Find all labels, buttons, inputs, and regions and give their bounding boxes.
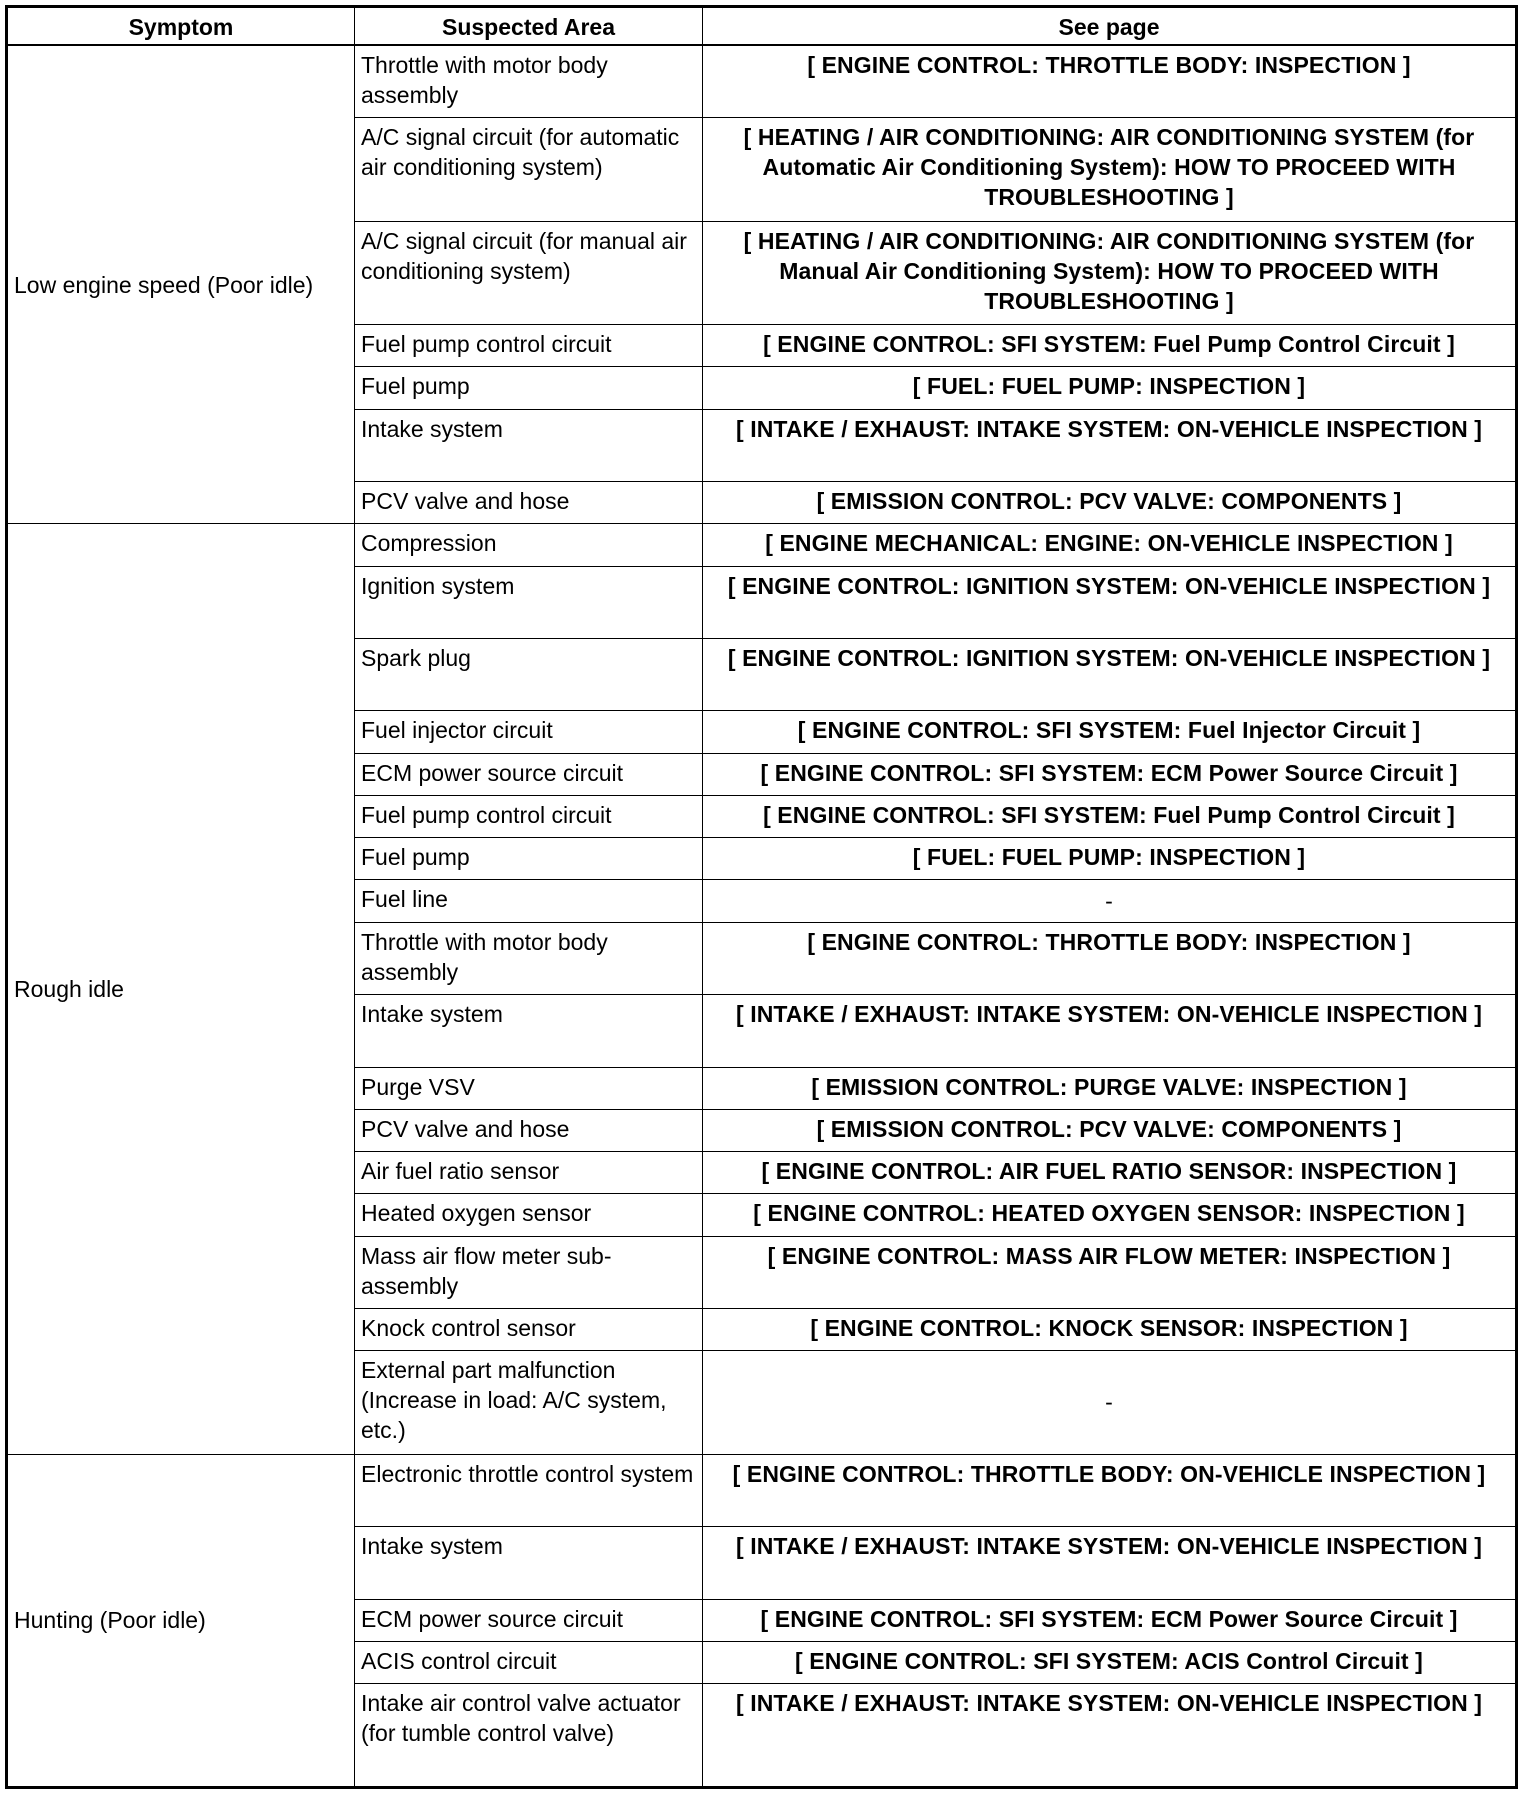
suspected-area-cell: Fuel injector circuit xyxy=(355,711,703,753)
table-body xyxy=(7,45,1517,1788)
suspected-area-cell: Ignition system xyxy=(355,566,703,638)
header-see-page: See page xyxy=(703,7,1517,46)
troubleshooting-table xyxy=(5,5,1518,1789)
see-page-reference: [ ENGINE CONTROL: THROTTLE BODY: INSPECTION ] xyxy=(703,922,1517,994)
see-page-reference: [ EMISSION CONTROL: PCV VALVE: COMPONENTS ] xyxy=(703,1109,1517,1151)
symptom-cell: Low engine speed (Poor idle) xyxy=(7,45,355,524)
header-row xyxy=(7,7,1517,46)
see-page-reference: [ HEATING / AIR CONDITIONING: AIR CONDITIONING SYSTEM (for Manual Air Conditioning System): HOW TO PROCEED WITH TROUBLESHOOTING ] xyxy=(703,221,1517,325)
suspected-area-cell: Fuel pump control circuit xyxy=(355,795,703,837)
see-page-reference: - xyxy=(703,1351,1517,1455)
see-page-reference: [ ENGINE CONTROL: IGNITION SYSTEM: ON-VEHICLE INSPECTION ] xyxy=(703,566,1517,638)
see-page-reference: [ ENGINE MECHANICAL: ENGINE: ON-VEHICLE INSPECTION ] xyxy=(703,524,1517,566)
suspected-area-cell: External part malfunction (Increase in load: A/C system, etc.) xyxy=(355,1351,703,1455)
see-page-reference: [ INTAKE / EXHAUST: INTAKE SYSTEM: ON-VEHICLE INSPECTION ] xyxy=(703,995,1517,1067)
suspected-area-cell: A/C signal circuit (for manual air conditioning system) xyxy=(355,221,703,325)
see-page-reference: - xyxy=(703,880,1517,922)
see-page-reference: [ ENGINE CONTROL: SFI SYSTEM: ACIS Control Circuit ] xyxy=(703,1641,1517,1683)
suspected-area-cell: Intake air control valve actuator (for tumble control valve) xyxy=(355,1684,703,1788)
see-page-reference: [ HEATING / AIR CONDITIONING: AIR CONDITIONING SYSTEM (for Automatic Air Conditioning System): HOW TO PROCEED WITH TROUBLESHOOTING ] xyxy=(703,117,1517,221)
suspected-area-cell: ACIS control circuit xyxy=(355,1641,703,1683)
see-page-reference: [ EMISSION CONTROL: PCV VALVE: COMPONENTS ] xyxy=(703,482,1517,524)
suspected-area-cell: Throttle with motor body assembly xyxy=(355,922,703,994)
suspected-area-cell: Heated oxygen sensor xyxy=(355,1194,703,1236)
suspected-area-cell: Fuel line xyxy=(355,880,703,922)
suspected-area-cell: ECM power source circuit xyxy=(355,1599,703,1641)
see-page-reference: [ ENGINE CONTROL: SFI SYSTEM: Fuel Pump Control Circuit ] xyxy=(703,795,1517,837)
header-symptom: Symptom xyxy=(7,7,355,46)
see-page-reference: [ ENGINE CONTROL: MASS AIR FLOW METER: INSPECTION ] xyxy=(703,1236,1517,1308)
see-page-reference: [ ENGINE CONTROL: KNOCK SENSOR: INSPECTION ] xyxy=(703,1308,1517,1350)
suspected-area-cell: Intake system xyxy=(355,1527,703,1599)
suspected-area-cell: Fuel pump xyxy=(355,367,703,409)
suspected-area-cell: Purge VSV xyxy=(355,1067,703,1109)
suspected-area-cell: PCV valve and hose xyxy=(355,1109,703,1151)
see-page-reference: [ ENGINE CONTROL: AIR FUEL RATIO SENSOR: INSPECTION ] xyxy=(703,1152,1517,1194)
table-row xyxy=(7,1454,1517,1526)
see-page-reference: [ ENGINE CONTROL: THROTTLE BODY: INSPECTION ] xyxy=(703,45,1517,117)
suspected-area-cell: Compression xyxy=(355,524,703,566)
suspected-area-cell: PCV valve and hose xyxy=(355,482,703,524)
see-page-reference: [ ENGINE CONTROL: SFI SYSTEM: ECM Power Source Circuit ] xyxy=(703,1599,1517,1641)
see-page-reference: [ EMISSION CONTROL: PURGE VALVE: INSPECTION ] xyxy=(703,1067,1517,1109)
header-suspected-area: Suspected Area xyxy=(355,7,703,46)
symptom-cell: Rough idle xyxy=(7,524,355,1454)
see-page-reference: [ INTAKE / EXHAUST: INTAKE SYSTEM: ON-VEHICLE INSPECTION ] xyxy=(703,409,1517,481)
suspected-area-cell: Fuel pump control circuit xyxy=(355,325,703,367)
suspected-area-cell: Fuel pump xyxy=(355,838,703,880)
see-page-reference: [ ENGINE CONTROL: SFI SYSTEM: ECM Power Source Circuit ] xyxy=(703,753,1517,795)
table-row xyxy=(7,45,1517,117)
see-page-reference: [ ENGINE CONTROL: IGNITION SYSTEM: ON-VEHICLE INSPECTION ] xyxy=(703,638,1517,710)
table-row xyxy=(7,524,1517,566)
suspected-area-cell: Intake system xyxy=(355,995,703,1067)
see-page-reference: [ INTAKE / EXHAUST: INTAKE SYSTEM: ON-VEHICLE INSPECTION ] xyxy=(703,1527,1517,1599)
suspected-area-cell: Spark plug xyxy=(355,638,703,710)
suspected-area-cell: Throttle with motor body assembly xyxy=(355,45,703,117)
see-page-reference: [ ENGINE CONTROL: SFI SYSTEM: Fuel Pump Control Circuit ] xyxy=(703,325,1517,367)
suspected-area-cell: Mass air flow meter sub-assembly xyxy=(355,1236,703,1308)
suspected-area-cell: Intake system xyxy=(355,409,703,481)
see-page-reference: [ ENGINE CONTROL: SFI SYSTEM: Fuel Injector Circuit ] xyxy=(703,711,1517,753)
symptom-cell: Hunting (Poor idle) xyxy=(7,1454,355,1787)
see-page-reference: [ FUEL: FUEL PUMP: INSPECTION ] xyxy=(703,367,1517,409)
see-page-reference: [ ENGINE CONTROL: THROTTLE BODY: ON-VEHICLE INSPECTION ] xyxy=(703,1454,1517,1526)
suspected-area-cell: A/C signal circuit (for automatic air conditioning system) xyxy=(355,117,703,221)
suspected-area-cell: Air fuel ratio sensor xyxy=(355,1152,703,1194)
see-page-reference: [ INTAKE / EXHAUST: INTAKE SYSTEM: ON-VEHICLE INSPECTION ] xyxy=(703,1684,1517,1788)
suspected-area-cell: Electronic throttle control system xyxy=(355,1454,703,1526)
suspected-area-cell: Knock control sensor xyxy=(355,1308,703,1350)
see-page-reference: [ FUEL: FUEL PUMP: INSPECTION ] xyxy=(703,838,1517,880)
see-page-reference: [ ENGINE CONTROL: HEATED OXYGEN SENSOR: INSPECTION ] xyxy=(703,1194,1517,1236)
suspected-area-cell: ECM power source circuit xyxy=(355,753,703,795)
